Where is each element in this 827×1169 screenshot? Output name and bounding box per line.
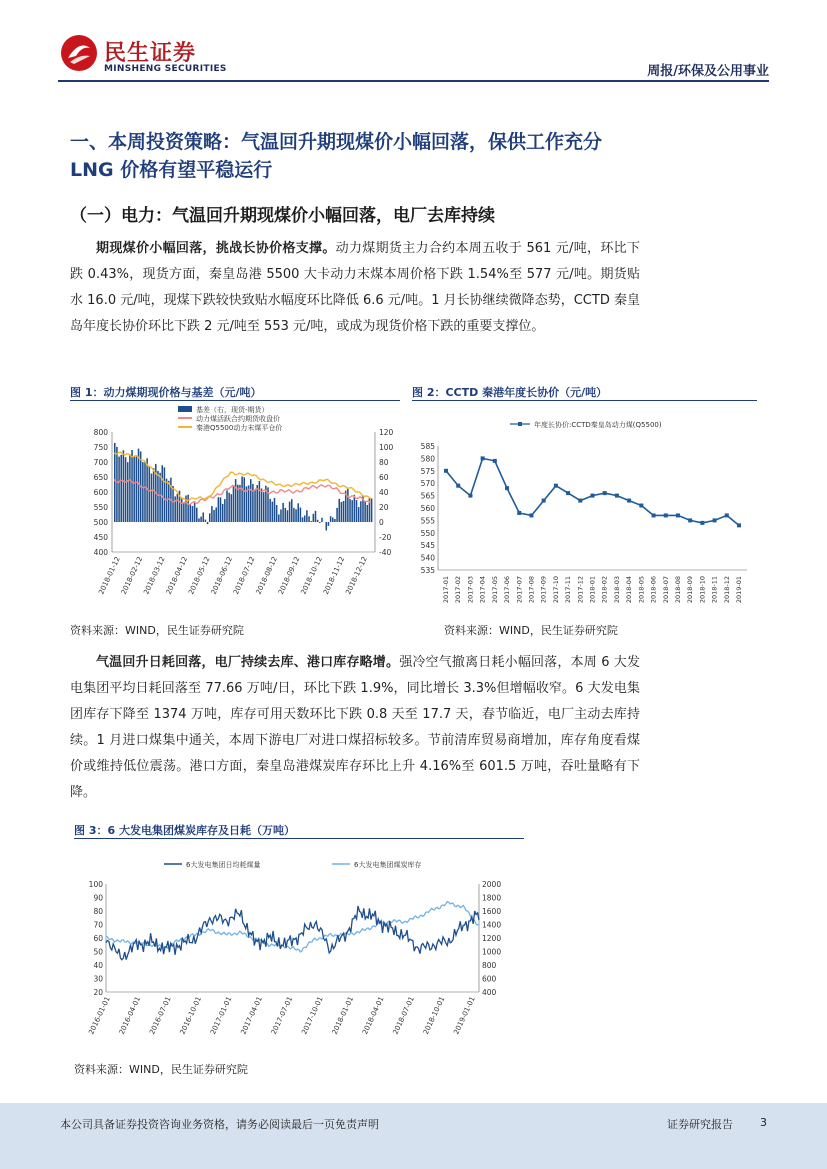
- basis-bar: [142, 462, 144, 522]
- figure-2-title: 图 2：CCTD 秦港年度长协价（元/吨）: [412, 386, 608, 399]
- y-tick-left: 70: [93, 920, 103, 930]
- basis-bar: [231, 494, 233, 522]
- basis-bar: [252, 484, 254, 522]
- figure-1-title: 图 1：动力煤期现价格与基差（元/吨）: [70, 386, 262, 399]
- basis-bar: [215, 507, 217, 522]
- y-tick: 540: [420, 553, 435, 563]
- y-tick-left: 500: [93, 518, 108, 527]
- y-tick: 565: [420, 491, 435, 501]
- contract-price-point: [444, 469, 448, 473]
- x-tick-label: 2018-05-12: [187, 555, 212, 596]
- basis-bar: [360, 501, 362, 522]
- brand-name-cn: 民生证券: [104, 41, 197, 66]
- legend-label: 年度长协价:CCTD秦皇岛动力煤(Q5500): [534, 421, 662, 429]
- basis-bar: [153, 468, 155, 522]
- x-tick-label: 2018-12-12: [344, 555, 369, 596]
- contract-price-point: [529, 513, 533, 517]
- basis-bar: [282, 503, 284, 522]
- y-tick-left: 550: [93, 503, 108, 512]
- paragraph-body: 强冷空气撤离日耗小幅回落，本周 6 大发电集团平均日耗回落至 77.66 万吨/日，环比下跌 1.9%，同比增长 3.3%但增幅收窄。6 大发电集团库存下降至 1374 万吨，库存可用天数环比下跌 0.8 天至 17.7 天，春节临近，电厂主动去库持续。1 月进口煤集中通关，本周下游电厂对进口煤招标较多。节前清库贸易商增加，库存角度看煤价或维持低位震荡。港口方面，秦皇岛港煤炭库存环比上升 4.16%至 601.5 万吨，吞吐量略有下降。: [70, 655, 640, 800]
- figure-2-source: 资料来源：WIND，民生证券研究院: [444, 624, 618, 637]
- y-tick-right: 1800: [482, 893, 502, 903]
- basis-bar: [149, 466, 151, 522]
- y-tick-left: 30: [93, 974, 103, 984]
- contract-price-point: [542, 499, 546, 503]
- basis-bar: [198, 518, 200, 522]
- x-tick-label: 2017-05: [490, 576, 499, 604]
- y-tick: 570: [420, 479, 435, 489]
- x-tick-label: 2017-03: [466, 576, 475, 604]
- figure-3-title: 图 3：6 大发电集团煤炭库存及日耗（万吨）: [74, 824, 295, 837]
- x-tick-label: 2018-01: [588, 576, 597, 604]
- basis-bar: [291, 499, 293, 522]
- basis-bar: [341, 502, 343, 522]
- y-tick-right: 100: [379, 443, 394, 452]
- x-tick-label: 2018-06: [649, 576, 658, 604]
- x-tick-label: 2018-01-12: [97, 555, 122, 596]
- y-tick-right: 40: [379, 488, 389, 497]
- basis-bar: [269, 499, 271, 522]
- basis-bar: [248, 485, 250, 522]
- contract-price-point: [566, 491, 570, 495]
- y-tick: 550: [420, 528, 435, 538]
- y-tick-right: 1000: [482, 947, 502, 957]
- basis-bar: [300, 508, 302, 522]
- basis-bar: [278, 514, 280, 522]
- x-tick-label: 2018-11-12: [321, 555, 347, 596]
- y-tick-right: 60: [379, 473, 389, 482]
- basis-bar: [310, 521, 312, 522]
- x-tick-label: 2018-03-12: [142, 555, 167, 596]
- basis-bar: [200, 517, 202, 522]
- x-tick-label: 2017-07: [515, 576, 524, 604]
- basis-bar: [351, 500, 353, 522]
- basis-bar: [244, 477, 246, 522]
- basis-bar: [177, 494, 179, 522]
- basis-bar: [241, 476, 243, 522]
- basis-bar: [338, 499, 340, 522]
- contract-price-point: [700, 521, 704, 525]
- x-tick-label: 2017-12: [576, 576, 585, 604]
- x-tick-label: 2018-10-12: [299, 555, 324, 596]
- y-tick: 535: [420, 566, 435, 575]
- basis-bar: [218, 497, 220, 522]
- basis-bar: [187, 495, 189, 522]
- basis-bar: [164, 467, 166, 522]
- footer-disclaimer: 本公司具备证券投资咨询业务资格，请务必阅读最后一页免责声明: [60, 1118, 379, 1131]
- x-tick-label: 2018-08: [673, 576, 682, 604]
- legend-label: 动力煤活跃合约期货收盘价: [196, 415, 280, 423]
- basis-bar: [172, 486, 174, 522]
- basis-bar: [254, 490, 256, 522]
- x-tick-label: 2018-09-12: [277, 555, 302, 596]
- figure-3-rule: [74, 838, 524, 839]
- y-tick-left: 40: [93, 961, 103, 970]
- x-tick-label: 2017-10: [551, 576, 560, 604]
- chart-coal-inventory-consumption: [74, 842, 524, 1052]
- contract-price-point: [554, 484, 558, 488]
- y-tick-right: -40: [379, 548, 392, 557]
- x-tick-label: 2016-01-01: [87, 995, 112, 1036]
- basis-bar: [274, 498, 276, 522]
- basis-bar: [224, 499, 226, 522]
- basis-bar: [133, 456, 135, 522]
- basis-bar: [207, 522, 209, 524]
- figure-1-source: 资料来源：WIND，民生证券研究院: [70, 624, 244, 637]
- header-divider: [58, 80, 769, 82]
- legend-label: 秦港Q5500动力末煤平仓价: [196, 424, 283, 432]
- y-tick-left: 400: [93, 548, 108, 557]
- y-tick: 580: [420, 454, 435, 464]
- basis-bar: [211, 506, 213, 522]
- consumption-line: [106, 906, 479, 960]
- basis-bar: [276, 505, 278, 522]
- basis-bar: [261, 489, 263, 522]
- contract-price-point: [468, 494, 472, 498]
- contract-price-point: [591, 494, 595, 498]
- x-tick-label: 2017-01-01: [209, 995, 234, 1036]
- y-tick-left: 800: [93, 428, 108, 437]
- contract-price-point: [713, 518, 717, 522]
- basis-bar: [250, 479, 252, 522]
- basis-bar: [263, 492, 265, 522]
- y-tick-right: 20: [379, 503, 389, 512]
- contract-price-point: [517, 511, 521, 515]
- x-tick-label: 2016-10-01: [178, 995, 204, 1036]
- paragraph-coal-price: [70, 236, 640, 340]
- basis-bar: [213, 510, 215, 522]
- basis-bar: [233, 485, 235, 522]
- figure-3-source: 资料来源：WIND，民生证券研究院: [74, 1063, 248, 1076]
- contract-price-point: [505, 486, 509, 490]
- basis-bar: [306, 510, 308, 522]
- y-tick-left: 750: [93, 443, 108, 452]
- basis-bar: [354, 495, 356, 522]
- x-tick-label: 2018-09: [686, 576, 695, 604]
- legend-label: 6大发电集团煤炭库存: [354, 861, 422, 869]
- contract-price-point: [725, 513, 729, 517]
- footer-report-label: 证券研究报告: [667, 1118, 733, 1131]
- y-tick: 585: [420, 442, 435, 451]
- basis-bar: [328, 522, 330, 526]
- y-tick: 545: [420, 541, 435, 551]
- basis-bar: [289, 502, 291, 522]
- subsection-title: （一）电力：气温回升期现煤价小幅回落，电厂去库持续: [70, 206, 495, 226]
- basis-bar: [220, 497, 222, 522]
- basis-bar: [347, 489, 349, 522]
- basis-bar: [116, 447, 118, 522]
- x-tick-label: 2018-07: [661, 576, 670, 604]
- basis-bar: [297, 503, 299, 522]
- basis-bar: [190, 504, 192, 522]
- contract-price-point: [652, 513, 656, 517]
- x-tick-label: 2018-10-01: [421, 995, 447, 1036]
- x-tick-label: 2016-04-01: [117, 995, 143, 1036]
- basis-bar: [285, 508, 287, 522]
- y-tick-left: 100: [88, 880, 103, 889]
- x-tick-label: 2017-04-01: [239, 995, 264, 1036]
- basis-bar: [256, 485, 258, 522]
- basis-bar: [295, 509, 297, 522]
- basis-bar: [192, 506, 194, 522]
- basis-bar: [222, 504, 224, 522]
- basis-bar: [293, 508, 295, 522]
- x-tick-label: 2017-01: [442, 576, 450, 604]
- basis-bar: [159, 473, 161, 522]
- basis-bar: [181, 499, 183, 522]
- basis-bar: [321, 518, 323, 522]
- basis-bar: [120, 455, 122, 522]
- basis-bar: [334, 519, 336, 522]
- basis-bar: [151, 474, 153, 522]
- contract-price-point: [493, 459, 497, 463]
- basis-bar: [237, 485, 239, 522]
- y-tick-left: 450: [93, 533, 108, 542]
- y-tick-right: 1200: [482, 934, 502, 943]
- legend-swatch-marker: [518, 422, 522, 426]
- basis-bar: [280, 509, 282, 522]
- legend-label: 基差（右，现货-期货）: [196, 406, 269, 414]
- y-tick-right: 400: [482, 988, 497, 997]
- x-tick-label: 2017-10-01: [300, 995, 325, 1036]
- basis-bar: [205, 520, 207, 522]
- basis-bar: [136, 457, 138, 522]
- contract-price-point: [627, 499, 631, 503]
- basis-bar: [161, 465, 163, 522]
- chart-coal-price-basis: [70, 404, 410, 616]
- y-tick-right: -20: [379, 533, 392, 542]
- x-tick-label: 2018-10: [698, 576, 707, 604]
- y-tick: 560: [420, 504, 435, 513]
- basis-bar: [118, 457, 120, 522]
- basis-bar: [317, 520, 319, 522]
- y-tick-right: 0: [379, 518, 384, 527]
- basis-bar: [196, 508, 198, 522]
- basis-bar: [127, 462, 129, 522]
- basis-bar: [226, 490, 228, 522]
- basis-bar: [209, 513, 211, 522]
- y-tick-left: 80: [93, 907, 103, 916]
- y-tick-right: 120: [379, 428, 394, 437]
- contract-price-point: [676, 513, 680, 517]
- y-tick-left: 50: [93, 947, 103, 957]
- basis-bar: [129, 454, 131, 522]
- y-tick-left: 650: [93, 473, 108, 482]
- paragraph-consumption: [70, 650, 640, 806]
- chart-cctd-contract-price: [412, 404, 757, 616]
- contract-price-point: [688, 518, 692, 522]
- figure-2-rule: [412, 400, 757, 401]
- x-tick-label: 2017-11: [564, 576, 573, 604]
- y-tick-left: 60: [93, 934, 103, 943]
- basis-bar: [330, 516, 332, 522]
- y-tick-right: 600: [482, 974, 497, 984]
- x-tick-label: 2018-02: [600, 576, 609, 604]
- x-tick-label: 2018-11: [710, 576, 719, 604]
- y-tick-left: 600: [93, 488, 108, 497]
- y-tick: 555: [420, 516, 435, 526]
- x-tick-label: 2018-05: [637, 576, 646, 604]
- basis-bar: [308, 516, 310, 522]
- x-tick-label: 2018-04-01: [361, 995, 386, 1036]
- basis-bar: [114, 443, 116, 522]
- x-tick-label: 2018-08-12: [254, 555, 279, 596]
- paragraph-lead: 气温回升日耗回落，电厂持续去库、港口库存略增。: [96, 655, 400, 670]
- basis-bar: [358, 507, 360, 522]
- x-tick-label: 2017-07-01: [269, 995, 295, 1036]
- basis-bar: [144, 462, 146, 522]
- legend-label: 6大发电集团日均耗煤量: [186, 861, 261, 869]
- basis-bar: [131, 450, 133, 522]
- basis-bar: [287, 510, 289, 522]
- x-tick-label: 2018-06-12: [209, 555, 235, 596]
- minsheng-logo-icon: [60, 34, 98, 72]
- basis-bar: [371, 498, 373, 522]
- contract-price-point: [615, 494, 619, 498]
- legend-swatch-basis: [178, 406, 192, 412]
- contract-price-line: [446, 458, 739, 525]
- x-tick-label: 2018-04: [625, 576, 634, 604]
- basis-bar: [313, 514, 315, 522]
- section-title: 一、本周投资策略：气温回升期现煤价小幅回落，保供工作充分 LNG 价格有望平稳运行: [70, 131, 603, 181]
- basis-bar: [168, 481, 170, 522]
- basis-bar: [125, 457, 127, 522]
- y-tick-left: 90: [93, 893, 103, 903]
- basis-bar: [239, 485, 241, 522]
- report-type: 周报/环保及公用事业: [647, 64, 769, 79]
- contract-price-point: [603, 491, 607, 495]
- y-tick-right: 1600: [482, 907, 502, 916]
- basis-bar: [235, 479, 237, 522]
- x-tick-label: 2018-04-12: [164, 555, 190, 596]
- basis-bar: [319, 522, 321, 523]
- basis-bar: [364, 501, 366, 522]
- contract-price-point: [737, 523, 741, 527]
- basis-bar: [302, 517, 304, 522]
- x-tick-label: 2018-01-01: [330, 995, 356, 1036]
- x-tick-label: 2017-09: [539, 576, 548, 604]
- basis-bar: [228, 493, 230, 522]
- basis-bar: [123, 450, 125, 522]
- x-tick-label: 2017-06: [503, 576, 512, 604]
- x-tick-label: 2018-07-12: [232, 555, 257, 596]
- contract-price-point: [664, 513, 668, 517]
- contract-price-point: [456, 484, 460, 488]
- basis-bar: [367, 505, 369, 522]
- basis-bar: [194, 501, 196, 522]
- basis-bar: [202, 512, 204, 522]
- paragraph-lead: 期现煤价小幅回落，挑战长协价格支撑。: [96, 241, 336, 256]
- x-tick-label: 2019-01-01: [452, 995, 477, 1036]
- basis-bar: [157, 471, 159, 522]
- x-tick-label: 2018-02-12: [119, 555, 145, 596]
- basis-bar: [356, 500, 358, 522]
- paragraph-body: 动力煤期货主力合约本周五收于 561 元/吨，环比下跌 0.43%，现货方面，秦皇岛港 5500 大卡动力末煤本周价格下跌 1.54%至 577 元/吨。期货贴水 16.0 元/吨，现煤下跌较快致贴水幅度环比降低 6.6 元/吨。1 月长协继续微降态势，CCTD 秦皇岛年度长协价环比下跌 2 元/吨至 553 元/吨，或成为现货价格下跌的重要支撑位。: [70, 241, 640, 334]
- x-tick-label: 2018-03: [612, 576, 621, 604]
- contract-price-point: [481, 456, 485, 460]
- y-tick-left: 20: [93, 988, 103, 997]
- basis-bar: [272, 502, 274, 522]
- figure-1-rule: [70, 400, 400, 401]
- basis-bar: [304, 515, 306, 522]
- y-tick-right: 800: [482, 961, 497, 970]
- x-tick-label: 2018-07-01: [391, 995, 416, 1036]
- y-tick-right: 2000: [482, 880, 502, 889]
- basis-bar: [343, 501, 345, 522]
- basis-bar: [183, 503, 185, 522]
- x-tick-label: 2016-07-01: [148, 995, 173, 1036]
- basis-bar: [315, 511, 317, 522]
- x-tick-label: 2017-02: [454, 576, 463, 604]
- x-tick-label: 2017-08: [527, 576, 536, 604]
- y-tick: 575: [420, 466, 435, 476]
- y-tick-right: 80: [379, 458, 389, 467]
- footer-band: [0, 1103, 827, 1169]
- contract-price-point: [639, 504, 643, 508]
- basis-bar: [326, 522, 328, 530]
- basis-bar: [349, 499, 351, 522]
- y-tick-left: 700: [93, 458, 108, 467]
- page-number: 3: [760, 1116, 767, 1129]
- contract-price-point: [578, 499, 582, 503]
- basis-bar: [336, 508, 338, 522]
- basis-bar: [332, 518, 334, 522]
- x-tick-label: 2018-12: [722, 576, 731, 604]
- brand-name-en: MINSHENG SECURITIES: [104, 64, 227, 74]
- x-tick-label: 2017-04: [478, 576, 487, 604]
- y-tick-right: 1400: [482, 920, 502, 930]
- x-tick-label: 2019-01: [735, 576, 743, 604]
- basis-bar: [259, 481, 261, 522]
